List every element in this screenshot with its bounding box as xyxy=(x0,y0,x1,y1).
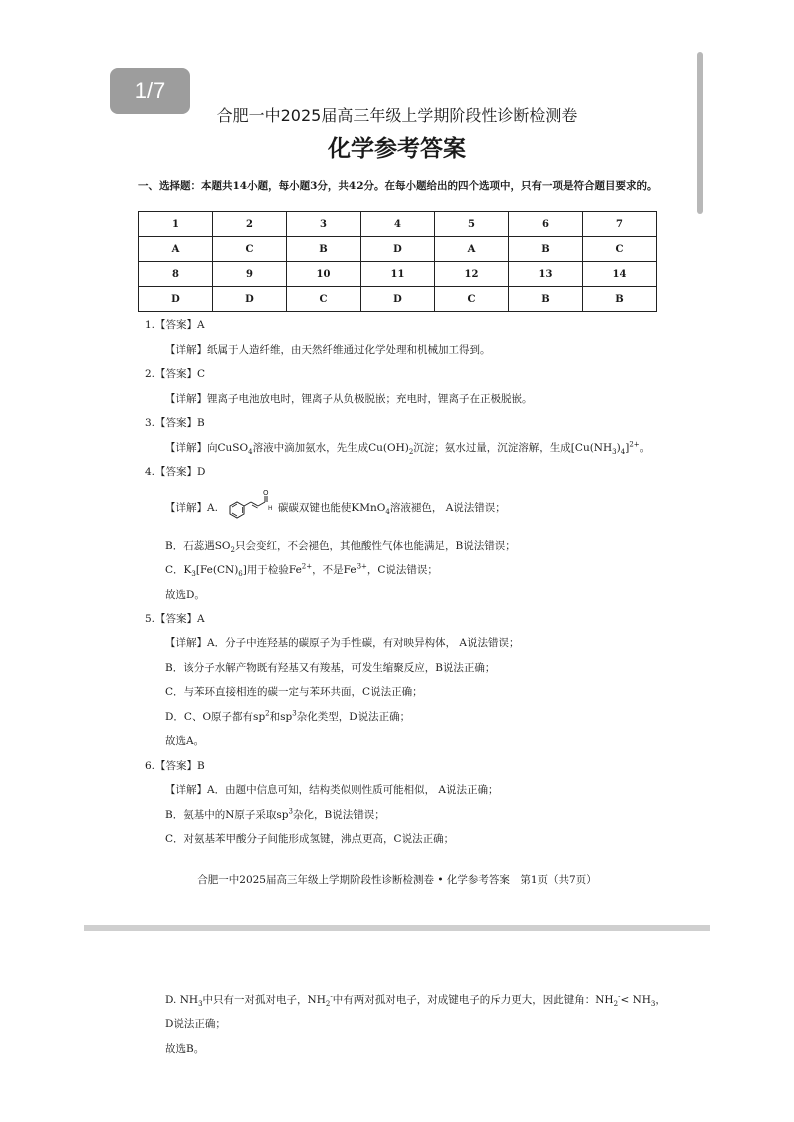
table-row xyxy=(139,262,657,287)
table-cell: 11 xyxy=(361,262,435,287)
table-cell: A xyxy=(139,237,213,262)
q2-answer: 2.【答案】C xyxy=(145,368,206,380)
page-footer: 合肥一中2025届高三年级上学期阶段性诊断检测卷 • 化学参考答案 第1页（共7页） xyxy=(197,874,597,886)
table-cell: 1 xyxy=(139,212,213,237)
q4-detail-a: 【详解】A. O H 碳碳双键也能使KMnO$_4$溶液褪色， A说法错误； xyxy=(165,488,506,528)
table-cell: 8 xyxy=(139,262,213,287)
table-cell: 5 xyxy=(435,212,509,237)
q5-detail-d: D．C、O原子都有$sp^2$和$sp^3$杂化类型，D说法正确； xyxy=(165,709,411,723)
table-cell: 14 xyxy=(583,262,657,287)
q4-detail-b: B．石蕊遇$SO_2$只会变红，不会褪色，其他酸性气体也能满足，B说法错误； xyxy=(165,540,516,555)
q3-answer: 3.【答案】B xyxy=(145,417,205,429)
table-cell: 12 xyxy=(435,262,509,287)
q6-detail-d-cont: D说法正确； xyxy=(165,1018,226,1030)
table-cell: D xyxy=(361,237,435,262)
table-cell: 10 xyxy=(287,262,361,287)
table-cell: 7 xyxy=(583,212,657,237)
q5-answer: 5.【答案】A xyxy=(145,613,205,625)
q5-conclusion: 故选A。 xyxy=(165,735,205,747)
q1-answer: 1.【答案】A xyxy=(145,319,205,331)
q6-detail-d: D. $NH_3$中只有一对孤对电子，$NH_2^-$中有两对孤对电子，对成键电子的斥力更大，因此键角：$NH_2^-< NH_3$， xyxy=(165,992,666,1009)
table-cell: C xyxy=(583,237,657,262)
q4-detail-c: C．$K_3[Fe(CN)_6]$用于检验$Fe^{2+}$，不是$Fe^{3+}$，C说法错误； xyxy=(165,562,438,579)
hydrogen-atom-label: H xyxy=(267,505,273,512)
cinnamaldehyde-structure xyxy=(220,488,276,528)
q6-detail-c: C．对氨基苯甲酸分子间能形成氢键，沸点更高，C说法正确； xyxy=(165,833,455,845)
q1-detail: 【详解】纸属于人造纤维，由天然纤维通过化学处理和机械加工得到。 xyxy=(165,344,491,356)
page-indicator[interactable]: 1/7 xyxy=(110,68,190,114)
table-cell: 3 xyxy=(287,212,361,237)
table-cell: 6 xyxy=(509,212,583,237)
table-cell: 4 xyxy=(361,212,435,237)
section-heading: 一、选择题：本题共14小题，每小题3分，共42分。在每小题给出的四个选项中，只有一项是符合题目要求的。 xyxy=(138,180,658,192)
table-cell: B xyxy=(509,287,583,312)
q6-detail-b: B．氨基中的N原子采取$sp^3$杂化，B说法错误； xyxy=(165,807,385,821)
q4-answer: 4.【答案】D xyxy=(145,466,206,478)
table-row xyxy=(139,237,657,262)
page-separator xyxy=(84,925,710,931)
table-cell: A xyxy=(435,237,509,262)
q4-conclusion: 故选D。 xyxy=(165,589,205,601)
q5-detail-a: 【详解】A．分子中连羟基的碳原子为手性碳，有对映异构体， A说法错误； xyxy=(165,637,520,649)
q6-detail-a: 【详解】A．由题中信息可知，结构类似则性质可能相似， A说法正确； xyxy=(165,784,499,796)
table-cell: 13 xyxy=(509,262,583,287)
q5-detail-b: B．该分子水解产物既有羟基又有羧基，可发生缩聚反应，B说法正确； xyxy=(165,662,496,674)
table-cell: C xyxy=(213,237,287,262)
table-cell: C xyxy=(435,287,509,312)
q5-detail-c: C．与苯环直接相连的碳一定与苯环共面，C说法正确； xyxy=(165,686,423,698)
oxygen-atom-label: O xyxy=(262,489,269,497)
answer-table xyxy=(138,211,657,312)
table-cell: D xyxy=(213,287,287,312)
table-row xyxy=(139,212,657,237)
table-cell: D xyxy=(139,287,213,312)
q3-detail: 【详解】向CuSO$_4$溶液中滴加氨水，先生成$Cu(OH)_2$沉淀；氨水过量，沉淀溶解，生成$[Cu(NH_3)_4]^{2+}$。 xyxy=(165,440,651,457)
document-title: 化学参考答案 xyxy=(328,136,466,162)
table-cell: C xyxy=(287,287,361,312)
table-cell: D xyxy=(361,287,435,312)
table-cell: 2 xyxy=(213,212,287,237)
table-row xyxy=(139,287,657,312)
table-cell: B xyxy=(583,287,657,312)
exam-title: 合肥一中2025届高三年级上学期阶段性诊断检测卷 xyxy=(216,106,578,125)
q2-detail: 【详解】锂离子电池放电时，锂离子从负极脱嵌；充电时，锂离子在正极脱嵌。 xyxy=(165,393,533,405)
table-cell: 9 xyxy=(213,262,287,287)
q6-conclusion: 故选B。 xyxy=(165,1043,205,1055)
table-cell: B xyxy=(509,237,583,262)
scrollbar-thumb[interactable] xyxy=(697,52,703,214)
q6-answer: 6.【答案】B xyxy=(145,760,205,772)
table-cell: B xyxy=(287,237,361,262)
